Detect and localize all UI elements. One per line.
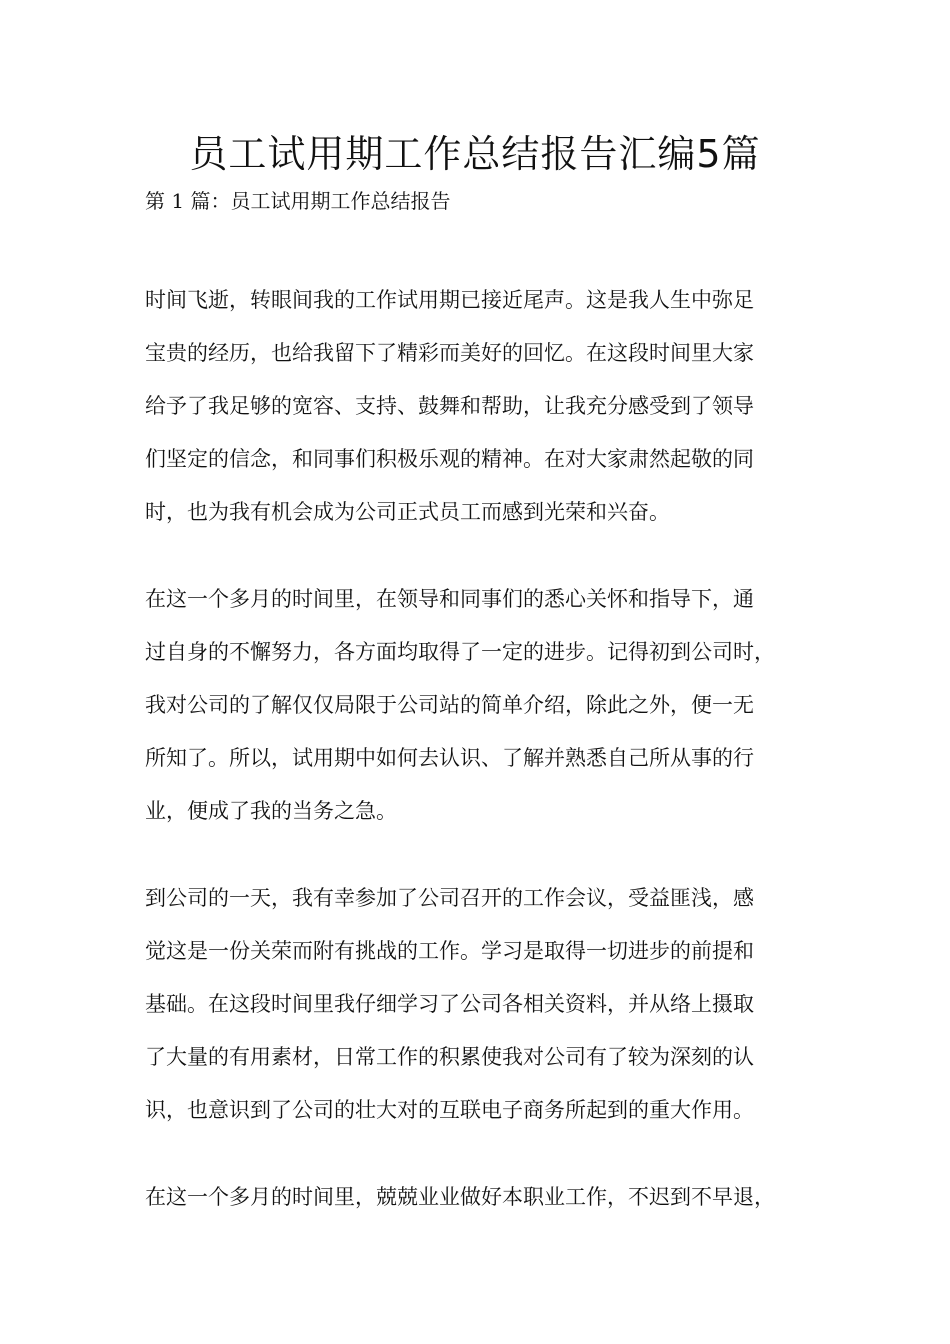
paragraph-line: 在这一个多月的时间里，兢兢业业做好本职业工作，不迟到不早退， xyxy=(145,1185,775,1209)
paragraph-4 xyxy=(145,1171,825,1224)
paragraph-line: 了大量的有用素材，日常工作的积累使我对公司有了较为深刻的认 xyxy=(145,1045,754,1069)
paragraph-line: 宝贵的经历，也给我留下了精彩而美好的回忆。在这段时间里大家 xyxy=(145,341,754,365)
paragraph-line: 业，便成了我的当务之急。 xyxy=(145,799,397,823)
paragraph-line: 时间飞逝，转眼间我的工作试用期已接近尾声。这是我人生中弥足 xyxy=(145,288,754,312)
paragraph-line: 时，也为我有机会成为公司正式员工而感到光荣和兴奋。 xyxy=(145,500,670,524)
paragraph-2 xyxy=(145,573,825,838)
document-title: 员工试用期工作总结报告汇编5篇 xyxy=(189,132,761,176)
paragraph-line: 识，也意识到了公司的壮大对的互联电子商务所起到的重大作用。 xyxy=(145,1098,754,1122)
paragraph-1 xyxy=(145,274,825,539)
paragraph-3 xyxy=(145,872,825,1137)
paragraph-line: 们坚定的信念，和同事们积极乐观的精神。在对大家肃然起敬的同 xyxy=(145,447,754,471)
paragraph-line: 给予了我足够的宽容、支持、鼓舞和帮助，让我充分感受到了领导 xyxy=(145,394,754,418)
paragraph-line: 觉这是一份关荣而附有挑战的工作。学习是取得一切进步的前提和 xyxy=(145,939,754,963)
paragraph-line: 过自身的不懈努力，各方面均取得了一定的进步。记得初到公司时， xyxy=(145,640,775,664)
document-subtitle: 第 1 篇：员工试用期工作总结报告 xyxy=(145,189,451,213)
paragraph-line: 我对公司的了解仅仅局限于公司站的简单介绍，除此之外，便一无 xyxy=(145,693,754,717)
paragraph-line: 在这一个多月的时间里，在领导和同事们的悉心关怀和指导下，通 xyxy=(145,587,754,611)
paragraph-line: 到公司的一天，我有幸参加了公司召开的工作会议，受益匪浅，感 xyxy=(145,886,754,910)
paragraph-line: 所知了。所以，试用期中如何去认识、了解并熟悉自己所从事的行 xyxy=(145,746,754,770)
paragraph-line: 基础。在这段时间里我仔细学习了公司各相关资料，并从络上摄取 xyxy=(145,992,754,1016)
